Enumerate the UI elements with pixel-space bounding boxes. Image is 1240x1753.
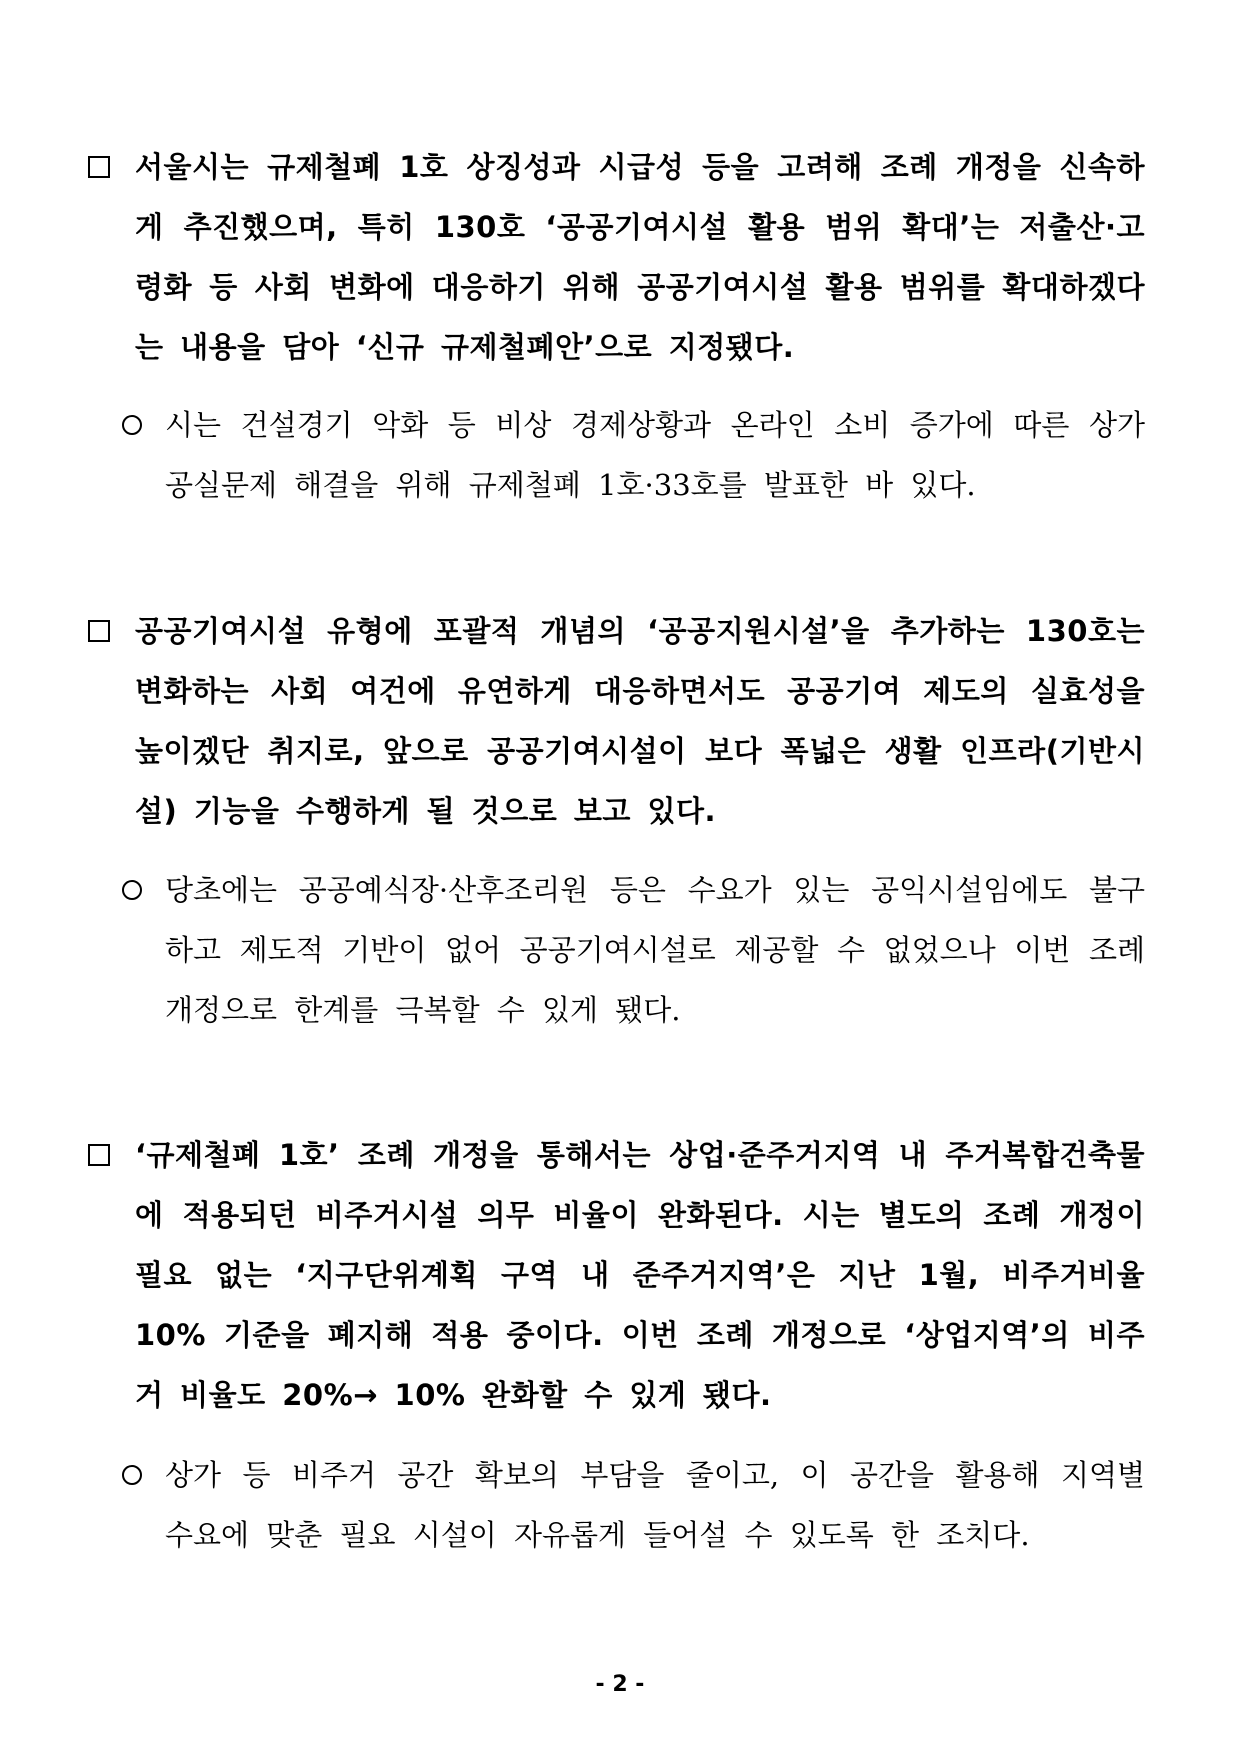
circle-bullet-icon bbox=[122, 1465, 142, 1485]
sub-paragraph: 시는 건설경기 악화 등 비상 경제상황과 온라인 소비 증가에 따른 상가 공실문제 해결을 위해 규제철폐 1호·33호를 발표한 바 있다. bbox=[165, 408, 1145, 502]
square-bullet-icon bbox=[88, 620, 110, 642]
main-paragraph: 서울시는 규제철폐 1호 상징성과 시급성 등을 고려해 조례 개정을 신속하게 추진했으며, 특히 130호 ‘공공기여시설 활용 범위 확대’는 저출산·고령화 등 사회 변화에 대응하기 위해 공공기여시설 활용 범위를 확대하겠다는 내용을 담아 ‘신규 규제철폐안’으로 지정됐다. bbox=[135, 150, 1145, 364]
sub-paragraph: 상가 등 비주거 공간 확보의 부담을 줄이고, 이 공간을 활용해 지역별 수요에 맞춘 필요 시설이 자유롭게 들어설 수 있도록 한 조치다. bbox=[165, 1458, 1145, 1552]
page-number: - 2 - bbox=[595, 1672, 645, 1697]
circle-bullet-icon bbox=[122, 415, 142, 435]
main-paragraph: ‘규제철폐 1호’ 조례 개정을 통해서는 상업·준주거지역 내 주거복합건축물에 적용되던 비주거시설 의무 비율이 완화된다. 시는 별도의 조례 개정이 필요 없는 ‘지구단위계획 구역 내 준주거지역’은 지난 1월, 비주거비율 10% 기준을 폐지해 적용 중이다. 이번 조례 개정으로 ‘상업지역’의 비주거 비율도 20%→ 10% 완화할 수 있게 됐다. bbox=[135, 1138, 1145, 1412]
square-bullet-icon bbox=[88, 156, 110, 178]
sub-paragraph: 당초에는 공공예식장·산후조리원 등은 수요가 있는 공익시설임에도 불구하고 제도적 기반이 없어 공공기여시설로 제공할 수 없었으나 이번 조례 개정으로 한계를 극복할 수 있게 됐다. bbox=[165, 873, 1145, 1027]
circle-bullet-icon bbox=[122, 880, 142, 900]
square-bullet-icon bbox=[88, 1144, 110, 1166]
main-paragraph: 공공기여시설 유형에 포괄적 개념의 ‘공공지원시설’을 추가하는 130호는 변화하는 사회 여건에 유연하게 대응하면서도 공공기여 제도의 실효성을 높이겠단 취지로, 앞으로 공공기여시설이 보다 폭넓은 생활 인프라(기반시설) 기능을 수행하게 될 것으로 보고 있다. bbox=[135, 614, 1145, 828]
